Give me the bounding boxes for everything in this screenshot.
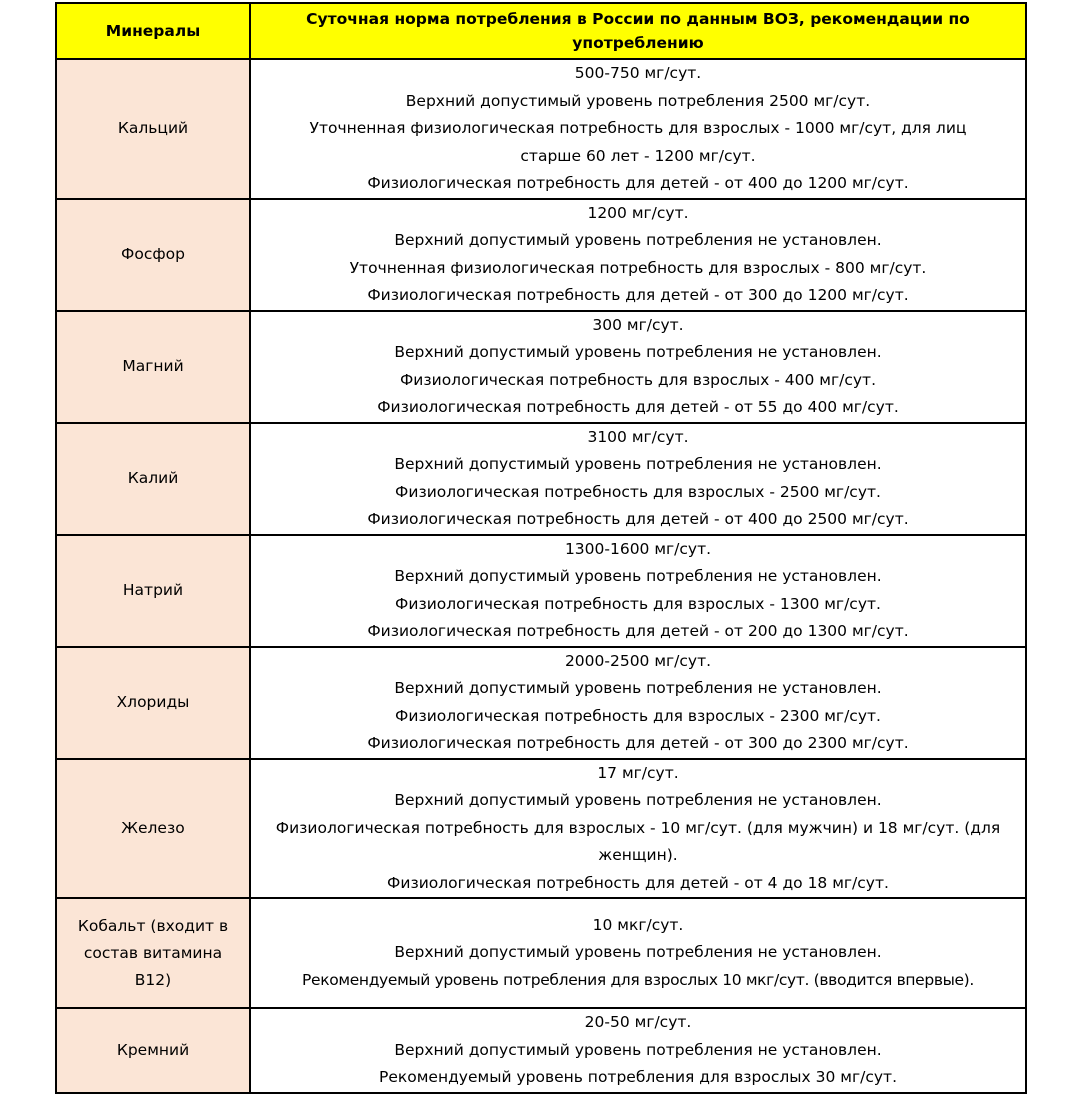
mineral-name: Кобальт (входит в состав витамина В12)	[56, 898, 250, 1008]
table-header-row	[56, 3, 1026, 59]
table-row	[56, 423, 1026, 535]
mineral-name: Фосфор	[56, 199, 250, 311]
norm-line: 2000-2500 мг/сут.	[564, 651, 712, 670]
mineral-name: Натрий	[56, 535, 250, 647]
norm-line: Физиологическая потребность для детей - от 400 до 2500 мг/сут.	[367, 510, 909, 528]
norm-line: 20-50 мг/сут.	[584, 1013, 692, 1031]
norm-cell	[250, 535, 1026, 647]
norm-line: 17 мг/сут.	[597, 763, 679, 782]
norm-line: Физиологическая потребность для взрослых - 10 мг/сут. (для мужчин) и 18 мг/сут. (для женщин).	[275, 818, 1001, 864]
mineral-name: Кремний	[56, 1008, 250, 1093]
norm-cell	[250, 647, 1026, 759]
norm-line: Физиологическая потребность для взрослых - 1300 мг/сут.	[395, 594, 881, 613]
norm-line: Верхний допустимый уровень потребления не установлен.	[394, 943, 882, 962]
table-row	[56, 199, 1026, 311]
norm-line: Физиологическая потребность для взрослых - 2500 мг/сут.	[395, 482, 881, 501]
header-minerals: Минералы	[56, 3, 250, 59]
header-daily-norm: Суточная норма потребления в России по данным ВОЗ, рекомендации по употреблению	[250, 3, 1026, 59]
norm-line: Физиологическая потребность для детей - от 400 до 1200 мг/сут.	[367, 174, 909, 192]
norm-line: Верхний допустимый уровень потребления не установлен.	[394, 567, 882, 585]
norm-line: Верхний допустимый уровень потребления не установлен.	[394, 791, 882, 809]
mineral-name: Калий	[56, 423, 250, 535]
norm-line: Уточненная физиологическая потребность для взрослых - 1000 мг/сут, для лиц старше 60 лет - 1200 мг/сут.	[309, 119, 967, 165]
mineral-name: Хлориды	[56, 647, 250, 759]
norm-line: Физиологическая потребность для взрослых - 2300 мг/сут.	[395, 706, 881, 725]
norm-line: 300 мг/сут.	[592, 315, 684, 334]
norm-line: Физиологическая потребность для детей - от 300 до 1200 мг/сут.	[367, 286, 909, 304]
table-row	[56, 759, 1026, 899]
table-row	[56, 647, 1026, 759]
norm-cell	[250, 199, 1026, 311]
norm-line: 3100 мг/сут.	[587, 427, 689, 446]
norm-line: Физиологическая потребность для детей - от 4 до 18 мг/сут.	[387, 873, 889, 892]
norm-line: Физиологическая потребность для детей - от 200 до 1300 мг/сут.	[367, 622, 909, 640]
table-row	[56, 59, 1026, 199]
norm-line: 500-750 мг/сут.	[574, 64, 702, 82]
norm-line: Верхний допустимый уровень потребления не установлен.	[394, 679, 882, 697]
table-row	[56, 535, 1026, 647]
norm-line: Верхний допустимый уровень потребления не установлен.	[394, 1040, 882, 1059]
mineral-name: Железо	[56, 759, 250, 899]
norm-line: Рекомендуемый уровень потребления для взрослых 10 мкг/сут. (вводится впервые).	[302, 970, 974, 989]
norm-line: Рекомендуемый уровень потребления для взрослых 30 мг/сут.	[379, 1068, 897, 1086]
norm-line: Верхний допустимый уровень потребления не установлен.	[394, 455, 882, 473]
table-row	[56, 311, 1026, 423]
norm-line: Верхний допустимый уровень потребления не установлен.	[394, 343, 882, 361]
norm-cell	[250, 898, 1026, 1008]
norm-cell	[250, 59, 1026, 199]
norm-line: Верхний допустимый уровень потребления не установлен.	[394, 231, 882, 249]
mineral-name: Кальций	[56, 59, 250, 199]
norm-line: Физиологическая потребность для взрослых - 400 мг/сут.	[399, 370, 877, 389]
norm-line: Физиологическая потребность для детей - от 55 до 400 мг/сут.	[377, 398, 899, 416]
norm-line: 10 мкг/сут.	[592, 915, 684, 934]
norm-line: Верхний допустимый уровень потребления 2500 мг/сут.	[405, 91, 871, 110]
norm-line: 1200 мг/сут.	[587, 203, 689, 222]
norm-line: 1300-1600 мг/сут.	[564, 539, 712, 558]
table-row	[56, 898, 1026, 1008]
norm-cell	[250, 423, 1026, 535]
mineral-norms-table	[55, 2, 1027, 1094]
norm-line: Уточненная физиологическая потребность для взрослых - 800 мг/сут.	[349, 258, 927, 277]
norm-cell	[250, 759, 1026, 899]
norm-cell	[250, 311, 1026, 423]
mineral-name: Магний	[56, 311, 250, 423]
norm-line: Физиологическая потребность для детей - от 300 до 2300 мг/сут.	[367, 734, 909, 752]
